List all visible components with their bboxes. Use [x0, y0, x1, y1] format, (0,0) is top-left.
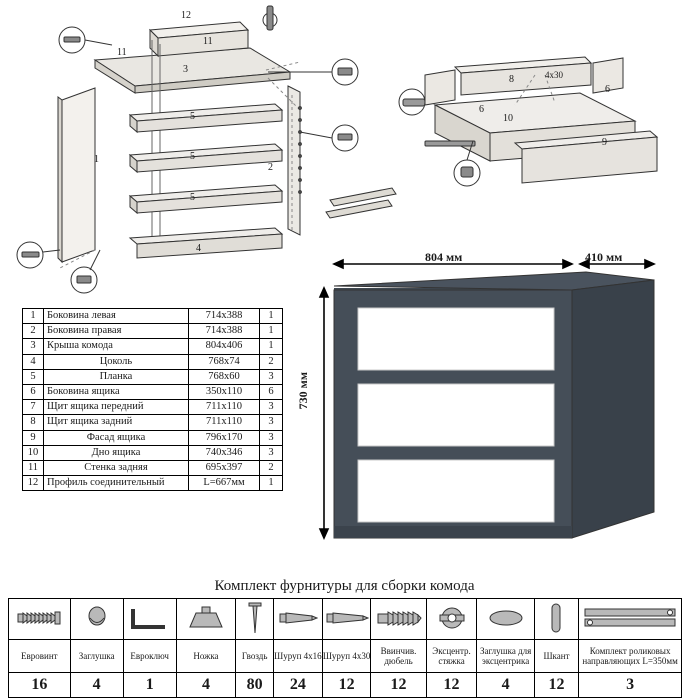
part-size: L=667мм	[189, 476, 260, 491]
callout-12: 12	[181, 10, 191, 21]
hardware-table	[8, 598, 682, 698]
drawer-slide-icon	[579, 599, 682, 640]
hardware-qty: 12	[426, 673, 477, 698]
depth-dimension-label: 410 мм	[585, 250, 623, 264]
table-row	[23, 461, 283, 476]
part-number: 9	[23, 430, 44, 445]
table-row	[23, 324, 283, 339]
part-name: Щит ящика передний	[44, 400, 189, 415]
part-number: 4	[23, 354, 44, 369]
part-qty: 3	[260, 430, 283, 445]
callout-4: 4	[196, 243, 201, 254]
hardware-label: Шуруп 4х16	[274, 640, 323, 673]
part-qty: 2	[260, 461, 283, 476]
part-size: 350х110	[189, 385, 260, 400]
part-name: Крыша комода	[44, 339, 189, 354]
part-size: 804х406	[189, 339, 260, 354]
hardware-label: Эксцентр. стяжка	[426, 640, 477, 673]
part-qty: 3	[260, 369, 283, 384]
part-name: Щит ящика задний	[44, 415, 189, 430]
part-name: Цоколь	[44, 354, 189, 369]
part-name: Боковина правая	[44, 324, 189, 339]
hardware-qty: 12	[371, 673, 426, 698]
table-row	[23, 354, 283, 369]
part-name: Стенка задняя	[44, 461, 189, 476]
callout-5-a: 5	[190, 111, 195, 122]
hardware-label: Комплект роликовых направляющих L=350мм	[579, 640, 682, 673]
nail-icon	[236, 599, 274, 640]
part-number: 12	[23, 476, 44, 491]
hardware-qty: 4	[477, 673, 534, 698]
drawer-screw-note: 4х30	[545, 70, 563, 80]
cam-lock-icon	[426, 599, 477, 640]
callout-5-b: 5	[190, 151, 195, 162]
part-number: 8	[23, 415, 44, 430]
hardware-kit-title: Комплект фурнитуры для сборки комода	[214, 578, 475, 594]
drawer-assembly-diagram	[395, 45, 689, 205]
part-number: 7	[23, 400, 44, 415]
cam-cover-icon	[477, 599, 534, 640]
drawer-callout-6-right: 6	[605, 84, 610, 95]
dowel-pin-icon	[534, 599, 578, 640]
screw-4x16-icon	[274, 599, 323, 640]
part-qty: 1	[260, 339, 283, 354]
euro-screw-icon	[9, 599, 71, 640]
part-number: 10	[23, 445, 44, 460]
hardware-label: Заглушка	[70, 640, 123, 673]
width-dimension-label: 804 мм	[425, 250, 463, 264]
part-size: 768х60	[189, 369, 260, 384]
part-qty: 3	[260, 415, 283, 430]
table-row	[23, 476, 283, 491]
part-qty: 2	[260, 354, 283, 369]
callout-2: 2	[268, 162, 273, 173]
part-name: Боковина левая	[44, 309, 189, 324]
parts-table	[22, 308, 283, 491]
callout-5-c: 5	[190, 192, 195, 203]
table-row	[23, 385, 283, 400]
furniture-foot-icon	[176, 599, 236, 640]
cap-cover-icon	[70, 599, 123, 640]
part-size: 711х110	[189, 415, 260, 430]
callout-11-right: 11	[203, 36, 213, 47]
callout-3: 3	[183, 64, 188, 75]
finished-dresser-view	[310, 250, 680, 570]
hardware-label: Евроключ	[123, 640, 176, 673]
table-row	[23, 400, 283, 415]
drawer-callout-8: 8	[509, 74, 514, 85]
hardware-label: Шкант	[534, 640, 578, 673]
hardware-qty: 4	[70, 673, 123, 698]
part-size: 714х388	[189, 309, 260, 324]
part-size: 740х346	[189, 445, 260, 460]
part-number: 2	[23, 324, 44, 339]
hardware-qty: 80	[236, 673, 274, 698]
part-qty: 1	[260, 324, 283, 339]
height-dimension-label: 730 мм	[296, 372, 310, 410]
drawer-callout-9: 9	[602, 137, 607, 148]
part-size: 768х74	[189, 354, 260, 369]
table-row	[23, 445, 283, 460]
table-row	[23, 430, 283, 445]
hardware-qty: 16	[9, 673, 71, 698]
hardware-qty: 12	[534, 673, 578, 698]
hardware-qty: 4	[176, 673, 236, 698]
hardware-label: Заглушка для эксцентрика	[477, 640, 534, 673]
part-number: 11	[23, 461, 44, 476]
drawer-callout-10: 10	[503, 113, 513, 124]
part-qty: 3	[260, 400, 283, 415]
allen-key-icon	[123, 599, 176, 640]
hardware-qty: 1	[123, 673, 176, 698]
part-number: 5	[23, 369, 44, 384]
part-qty: 1	[260, 309, 283, 324]
part-size: 714х388	[189, 324, 260, 339]
part-number: 6	[23, 385, 44, 400]
part-qty: 3	[260, 445, 283, 460]
hardware-label: Шуруп 4х30	[322, 640, 371, 673]
part-name: Профиль соединительный	[44, 476, 189, 491]
part-number: 3	[23, 339, 44, 354]
hardware-label: Ввинчив. дюбель	[371, 640, 426, 673]
table-row	[23, 339, 283, 354]
drawer-callout-6-left: 6	[479, 104, 484, 115]
part-name: Фасад ящика	[44, 430, 189, 445]
hardware-qty: 3	[579, 673, 682, 698]
table-row	[23, 309, 283, 324]
screw-4x30-icon	[322, 599, 371, 640]
part-qty: 1	[260, 476, 283, 491]
part-qty: 6	[260, 385, 283, 400]
part-name: Боковина ящика	[44, 385, 189, 400]
table-row	[23, 415, 283, 430]
hardware-qty: 12	[322, 673, 371, 698]
hardware-label: Гвоздь	[236, 640, 274, 673]
callout-1: 1	[94, 154, 99, 165]
hardware-label: Ножка	[176, 640, 236, 673]
part-size: 711х110	[189, 400, 260, 415]
hardware-qty: 24	[274, 673, 323, 698]
table-row	[23, 369, 283, 384]
screw-in-dowel-icon	[371, 599, 426, 640]
part-name: Планка	[44, 369, 189, 384]
hardware-label: Евровинт	[9, 640, 71, 673]
part-name: Дно ящика	[44, 445, 189, 460]
part-number: 1	[23, 309, 44, 324]
part-size: 695х397	[189, 461, 260, 476]
callout-11-left: 11	[117, 47, 127, 58]
part-size: 796х170	[189, 430, 260, 445]
